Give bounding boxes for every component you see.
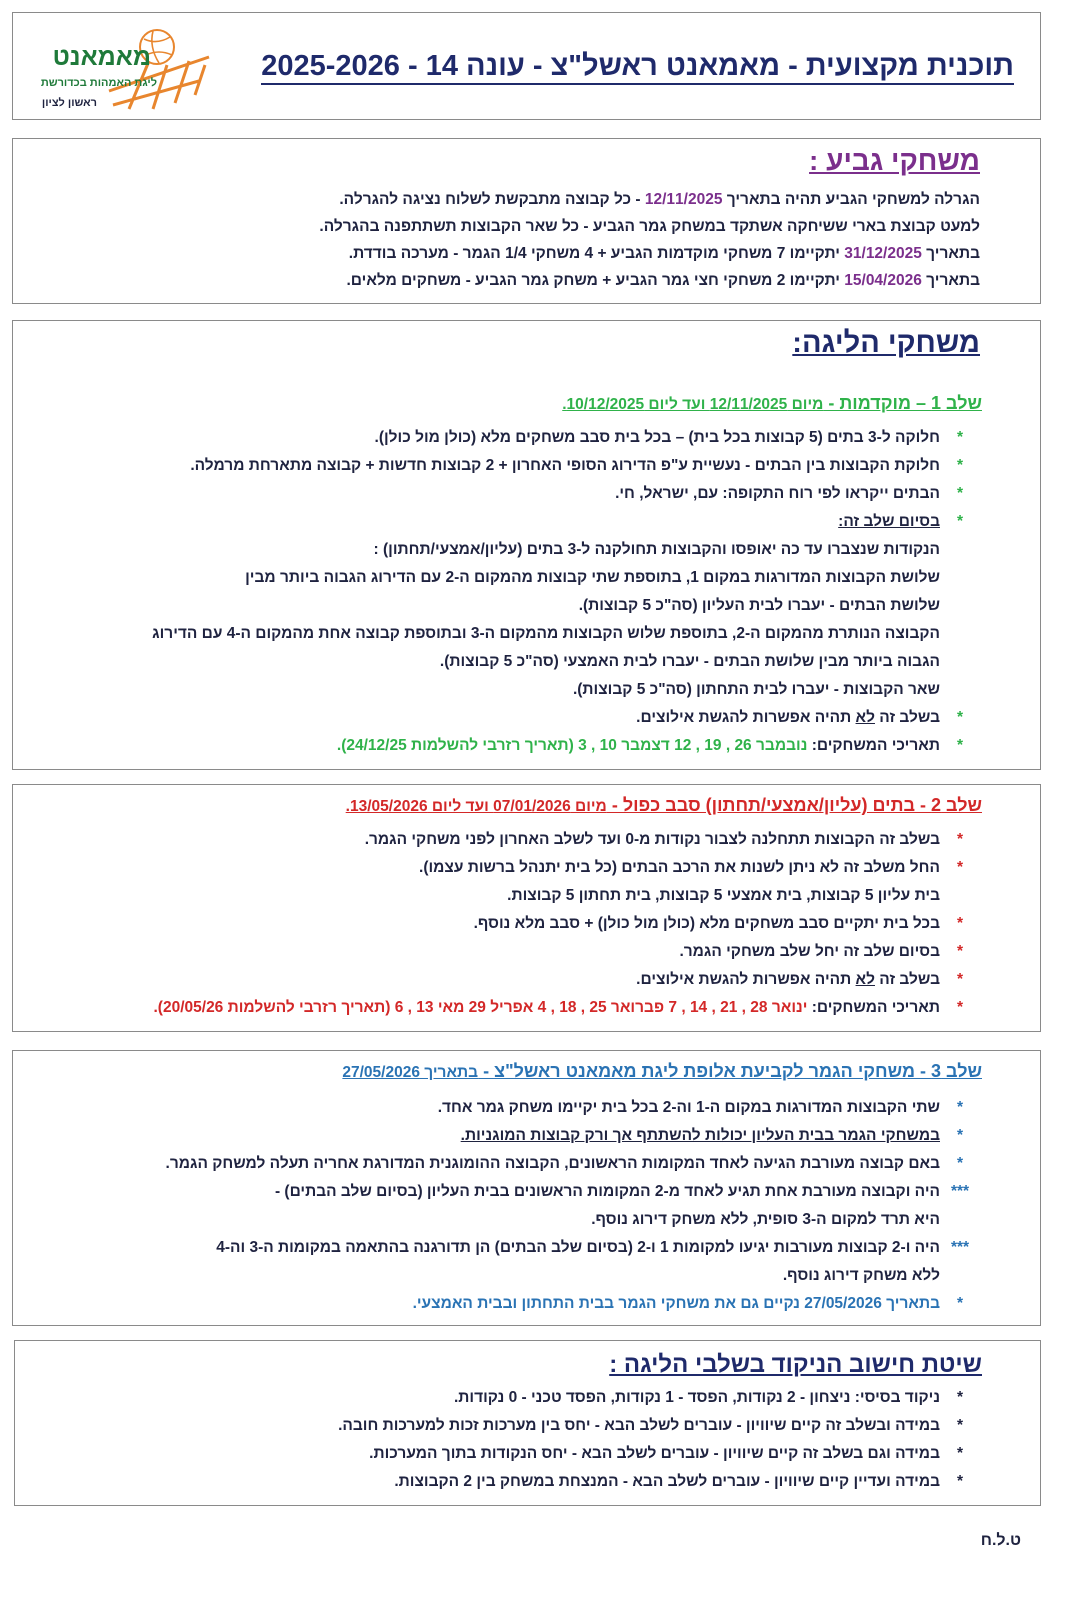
bullet-icon: * [956, 485, 964, 502]
bullet-icon: * [956, 1155, 964, 1172]
stage1-heading [562, 393, 982, 414]
stage2-item-1 [365, 831, 980, 849]
stage1-item-3 [615, 485, 980, 503]
scoring-item-1 [454, 1389, 980, 1407]
cup-line-4-end: יתקיימו 2 משחקי חצי גמר הגביע + משחק גמר הגביע - משחקים מלאים. [346, 272, 845, 289]
stage2-no-constraints-a: בשלב זה [874, 971, 940, 988]
stage2-text-1-content: בית עליון 5 קבוצות, בית אמצעי 5 קבוצות, בית תחתון 5 קבוצות. [507, 887, 940, 904]
stage3-item-5-text: היה ו-2 קבוצות מעורבות יגיעו למקומות 1 ו-2 (בסיום שלב הבתים) הן תדורגנה בהתאמה במקומות ה-3 וה-4 [216, 1239, 940, 1256]
stage1-text-5-content: הגבוה ביותר מבין שלושת הבתים - יעברו לבית האמצעי (סה"כ 5 קבוצות). [439, 653, 940, 670]
stage3-item-3 [166, 1155, 980, 1173]
stage3-item-6 [413, 1295, 980, 1313]
bullet-icon: * [956, 999, 964, 1016]
bullet-icon: * [956, 831, 964, 848]
stage2-game-dates: ינואר 28 , 21 , 14 , 7 פברואר 25 , 18 , 4 אפריל 29 מאי 13 , 6 (תאריך רזרבי להשלמות 20/05/26). [153, 999, 808, 1016]
cup-line-2: למעט קבוצת בארי ששיחקה אשתקד במשחק גמר הגביע - כל שאר הקבוצות תשתתפנה בהגרלה. [319, 218, 980, 235]
cup-line-3-text: בתאריך [921, 245, 980, 262]
stage1-item-4 [838, 513, 980, 531]
stage3-item-5 [216, 1239, 980, 1257]
stage3-text-1-content: היא תרד למקום ה-3 סופית, ללא משחק דירוג נוסף. [591, 1211, 940, 1228]
bullet-icon: * [956, 513, 964, 530]
scoring-section [14, 1340, 1041, 1506]
stage1-text-4 [152, 625, 980, 643]
stage2-section [12, 784, 1041, 1032]
bullet-icon: * [956, 1295, 964, 1312]
stage1-item-3-text: הבתים ייקראו לפי רוח התקופה: עם, ישראל, חי. [615, 485, 940, 502]
stage2-item-3 [474, 915, 980, 933]
cup-quarter-date: 31/12/2025 [844, 245, 922, 262]
stage2-dates-label: תאריכי המשחקים: [807, 999, 940, 1016]
stage1-item-1-text: חלוקה ל-3 בתים (5 קבוצות בכל בית) – בכל בית סבב משחקים מלא (כולן מול כולן). [374, 429, 940, 446]
stage1-no-constraints-b: תהיה אפשרות להגשת אילוצים. [636, 709, 856, 726]
scoring-item-2-text: במידה ובשלב זה קיים שיוויון - עוברים לשלב הבא - יחס בין מערכות זכות למערכות חובה. [338, 1417, 940, 1434]
stage2-item-4-text: בסיום שלב זה יחל שלב משחקי הגמר. [679, 943, 940, 960]
scoring-title: שיטת חישוב הניקוד בשלבי הליגה : [609, 1351, 982, 1378]
bullet-icon: * [956, 457, 964, 474]
stage1-item-1 [375, 429, 980, 447]
stage1-item-2-text: חלוקת הקבוצות בין הבתים - נעשיית ע"פ הדירוג הסופי האחרון + 2 קבוצות חדשות + קבוצה מתארחת מרמלה. [190, 457, 940, 474]
bullet-icon: * [956, 737, 964, 754]
bullet-triple-icon: *** [950, 1183, 970, 1200]
stage1-item-2 [190, 457, 980, 475]
stage1-dates: מיום 12/11/2025 ועד ליום 10/12/2025. [562, 396, 824, 413]
stage3-heading [342, 1061, 982, 1082]
stage2-item-4 [679, 943, 980, 961]
stage1-text-2 [245, 569, 980, 587]
stage3-text-2 [783, 1267, 980, 1285]
logo-name: מאמאנט [52, 43, 151, 71]
scoring-item-4 [394, 1473, 980, 1491]
stage1-no-constraints-not: לא [855, 709, 875, 726]
stage2-item-5 [636, 971, 980, 989]
stage3-date: בתאריך 27/05/2026 [342, 1064, 479, 1081]
header-box [12, 12, 1041, 120]
bullet-icon: * [956, 1445, 964, 1462]
scoring-item-1-text: ניקוד בסיסי: ניצחון - 2 נקודות, הפסד - 1 נקודות, הפסד טכני - 0 נקודות. [453, 1389, 940, 1406]
bullet-icon: * [956, 1099, 964, 1116]
scoring-item-4-text: במידה ועדיין קיים שיוויון - עוברים לשלב הבא - המנצחת במשחק בין 2 הקבוצות. [394, 1473, 940, 1490]
bullet-icon: * [956, 1127, 964, 1144]
bullet-icon: * [956, 943, 964, 960]
stage1-dates-label: תאריכי המשחקים: [807, 737, 940, 754]
stage2-item-3-text: בכל בית יתקיים סבב משחקים מלא (כולן מול כולן) + סבב מלא נוסף. [473, 915, 940, 932]
stage2-heading-text: שלב 2 - בתים (עליון/אמצעי/תחתון) סבב כפול - [606, 795, 982, 815]
stage3-item-1 [438, 1099, 980, 1117]
stage3-text-1 [591, 1211, 980, 1229]
bullet-icon: * [956, 1417, 964, 1434]
cup-section [12, 138, 1041, 304]
stage1-item-5 [636, 709, 980, 727]
stage1-text-6-content: שאר הקבוצות - יעברו לבית התחתון (סה"כ 5 קבוצות). [572, 681, 940, 698]
cup-line-3 [349, 245, 980, 263]
stage3-text-2-content: ללא משחק דירוג נוסף. [782, 1267, 940, 1284]
logo-subtitle: ליגת האמהות בכדורשת [40, 77, 157, 89]
stage3-item-1-text: שתי הקבוצות המדורגות במקום ה-1 וה-2 בכל בית יקיימו משחק גמר אחד. [437, 1099, 940, 1116]
scoring-item-3-text: במידה וגם בשלב זה קיים שיוויון - עוברים לשלב הבא - יחס הנקודות בתוך המערכות. [369, 1445, 940, 1462]
logo-city: ראשון לציון [41, 97, 97, 109]
page-turn-note: ט.ל.ח [980, 1532, 1021, 1549]
stage3-item-4-text: היה וקבוצה מעורבת אחת תגיע לאחד מ-2 המקומות הראשונים בבית העליון (בסיום שלב הבתים) - [274, 1183, 940, 1200]
stage3-item-2 [461, 1127, 980, 1145]
scoring-item-3 [369, 1445, 980, 1463]
stage1-text-3-content: שלושת הבתים - יעברו לבית העליון (סה"כ 5 קבוצות). [578, 597, 940, 614]
stage3-item-2-text: במשחקי הגמר בבית העליון יכולות להשתתף אך ורק קבוצות המוגניות. [460, 1127, 940, 1144]
bullet-icon: * [956, 859, 964, 876]
stage2-item-2 [419, 859, 980, 877]
scoring-item-2 [338, 1417, 980, 1435]
stage2-item-1-text: בשלב זה הקבוצות תתחלנה לצבור נקודות מ-0 ועד לשלב האחרון לפני משחקי הגמר. [364, 831, 940, 848]
cup-line-1-text: הגרלה למשחקי הגביע תהיה בתאריך [722, 191, 980, 208]
cup-line-1-end: - כל קבוצה מתבקשת לשלוח נציגה להגרלה. [339, 191, 645, 208]
cup-line-4-text: בתאריך [921, 272, 980, 289]
stage1-heading-text: שלב 1 – מוקדמות - [823, 393, 982, 413]
stage1-text-3 [579, 597, 980, 615]
cup-final-date: 15/04/2026 [844, 272, 922, 289]
stage3-heading-text: שלב 3 - משחקי הגמר לקביעת אלופת ליגת מאמאנט ראשל"צ - [478, 1061, 982, 1081]
bullet-icon: * [956, 1473, 964, 1490]
bullet-triple-icon: *** [950, 1239, 970, 1256]
stage2-dates: מיום 07/01/2026 ועד ליום 13/05/2026. [345, 798, 607, 815]
stage2-no-constraints-b: תהיה אפשרות להגשת אילוצים. [636, 971, 856, 988]
stage3-item-3-text: באם קבוצה מעורבת הגיעה לאחד המקומות הראשונים, הקבוצה ההומוגנית המדורגת אחריה תעלה למשחק הגמר. [165, 1155, 940, 1172]
cup-line-3-end: יתקיימו 7 משחקי מוקדמות הגביע + 4 משחקי 1/4 הגמר - מערכה בודדת. [348, 245, 845, 262]
stage1-no-constraints-a: בשלב זה [874, 709, 940, 726]
stage3-item-6-text: בתאריך 27/05/2026 נקיים גם את משחקי הגמר בבית התחתון ובבית האמצעי. [412, 1295, 940, 1312]
stage1-item-6 [337, 737, 980, 755]
stage2-item-6 [154, 999, 981, 1017]
stage2-heading [346, 795, 982, 816]
stage3-section [12, 1050, 1041, 1326]
stage1-text-1 [374, 541, 980, 559]
stage1-text-4-content: הקבוצה הנותרת מהמקום ה-2, בתוספת שלוש הקבוצות מהמקום ה-3 ובתוספת קבוצה אחת מהמקום ה-4 עם הדירוג [152, 625, 940, 642]
stage2-text-1 [507, 887, 980, 905]
league-title: משחקי הליגה: [792, 327, 980, 359]
bullet-icon: * [956, 709, 964, 726]
stage2-item-2-text: החל משלב זה לא ניתן לשנות את הרכב הבתים (כל בית יתנהל ברשות עצמו). [419, 859, 940, 876]
stage1-text-5 [440, 653, 980, 671]
cup-title: משחקי גביע : [809, 145, 980, 176]
bullet-icon: * [956, 429, 964, 446]
stage1-text-2-content: שלושת הקבוצות המדורגות במקום 1, בתוספת שתי קבוצות מהמקום ה-2 עם הדירוג הגבוה ביותר מבין [245, 569, 940, 586]
bullet-icon: * [956, 1389, 964, 1406]
stage1-game-dates: נובמבר 26 , 19 , 12 דצמבר 10 , 3 (תאריך רזרבי להשלמות 24/12/25). [336, 737, 808, 754]
cup-line-4 [347, 272, 981, 290]
cup-line-1 [339, 191, 980, 209]
cup-draw-date: 12/11/2025 [644, 191, 723, 208]
stage3-item-4 [275, 1183, 980, 1201]
league-stage1-section [12, 320, 1041, 770]
logo [40, 21, 219, 117]
bullet-icon: * [956, 971, 964, 988]
page-title: תוכנית מקצועית - מאמאנט ראשל"צ - עונה 14 - 2025-2026 [261, 49, 1014, 85]
stage1-text-6 [573, 681, 980, 699]
bullet-icon: * [956, 915, 964, 932]
stage1-text-1-content: הנקודות שנצברו עד כה יאופסו והקבוצות תחולקנה ל-3 בתים (עליון/אמצעי/תחתון) : [373, 541, 940, 558]
stage1-end-heading: בסיום שלב זה: [838, 513, 940, 530]
stage2-no-constraints-not: לא [855, 971, 875, 988]
